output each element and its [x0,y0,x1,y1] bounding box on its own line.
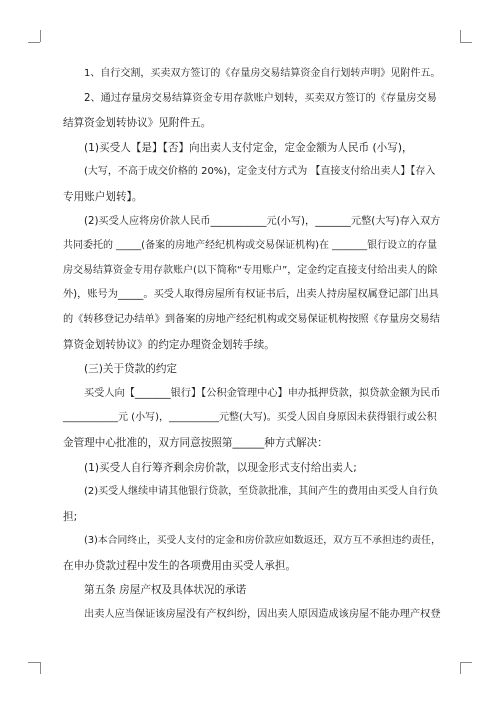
document-body [63,62,441,628]
text-line: 共同委托的 _____(备案的房地产经纪机构或交易保证机构)在 _______银行设立的存量 [63,240,438,252]
text-line: (三)关于贷款的约定 [84,363,178,376]
text-line: 担; [63,510,78,523]
clause-deposit [63,136,441,210]
clause-payment-account [63,210,441,358]
text-line: (1)买受人自行筹齐剩余房价款，以现金形式支付给出卖人; [84,461,357,474]
article-heading-5 [63,578,441,603]
text-line: 外)，账号为_____。买受人取得房屋所有权证书后，出卖人持房屋权属登记部门出具 [63,289,439,301]
text-line: 买受人向【_______银行】【公积金管理中心】申办抵押贷款，拟贷款金额为民币 [84,387,441,399]
text-line: (1)买受人【是】【否】向出卖人支付定金，定金金额为人民币 (小写)， [84,141,413,154]
text-line: (大写，不高于成交价格的 20%)，定金支付方式为 【直接支付给出卖人】【存入 [84,166,436,178]
text-line: ___________元 (小写)，__________元整(大写)。买受人因自身原因未获得银行或公积 [63,412,437,424]
text-line: 的《转移登记办结单》到备案的房地产经纪机构或交易保证机构按照《存量房交易结 [63,313,440,325]
text-line: 结算资金划转协议》见附件五。 [63,117,212,130]
clause-title-warranty [63,603,441,628]
text-line: 第五条 房屋产权及具体状况的承诺 [84,584,247,597]
clause-escrow-transfer [63,87,441,136]
text-line: (2)买受人继续申请其他银行贷款，至贷款批准，其间产生的费用由买受人自行负 [84,486,439,498]
option-2 [63,480,441,529]
option-1 [63,456,441,481]
text-line: 金管理中心批准的，双方同意按照第______种方式解决： [63,436,328,449]
text-line: 房交易结算资金专用存款账户(以下简称“专用账户”，定金约定直接支付给出卖人的除 [63,264,438,276]
section-heading-loan [63,357,441,382]
option-3 [63,529,441,578]
text-line: 算资金划转协议》的约定办理资金划转手续。 [63,338,275,351]
clause-loan-application [63,382,441,456]
text-line: 1、自行交割，买卖双方签订的《存量房交易结算资金自行划转声明》见附件五。 [84,68,441,79]
text-line: (3)本合同终止，买受人支付的定金和房价款应如数返还，双方互不承担违约责任， [84,535,441,547]
clause-self-delivery [63,62,441,87]
text-line: 2、通过存量房交易结算资金专用存款账户划转，买卖双方签订的《存量房交易 [84,92,437,104]
text-line: (2)买受人应将房价款人民币___________元(小写)，_______元整(大写)存入双方 [84,215,441,227]
text-line: 专用账户划转】。 [63,190,143,203]
text-line: 出卖人应当保证该房屋没有产权纠纷，因出卖人原因造成该房屋不能办理产权登 [84,609,441,621]
text-line: 在申办贷款过程中发生的各项费用由买受人承担。 [63,559,297,572]
